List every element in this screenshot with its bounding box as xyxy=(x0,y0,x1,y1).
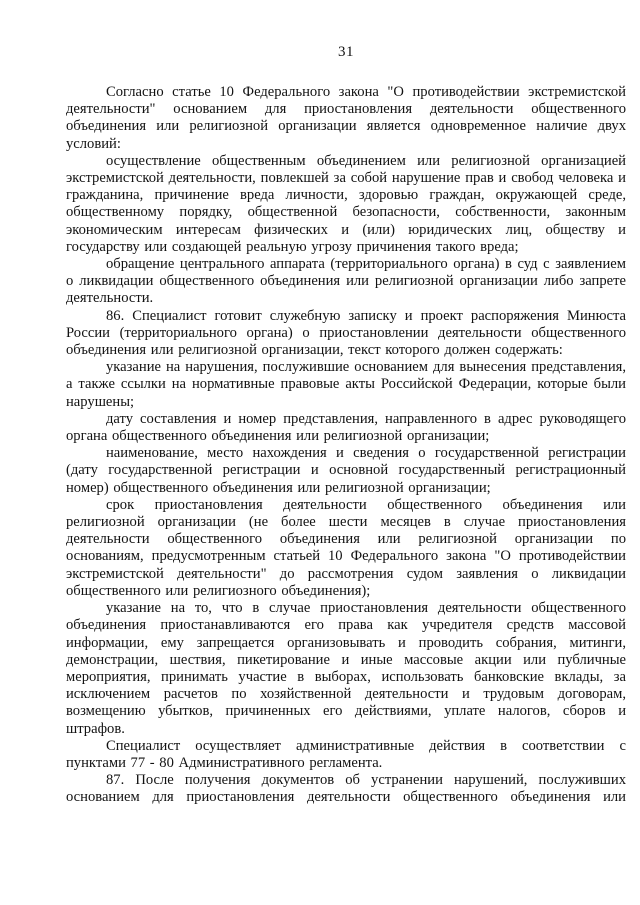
paragraph: наименование, место нахождения и сведения о государственной регистрации (дату государственной регистрации и основной государственный регистрационный номер) общественного объединения или религиозной организации; xyxy=(66,445,626,496)
page-number: 31 xyxy=(338,44,354,60)
document-body xyxy=(66,84,626,807)
paragraph: Специалист осуществляет административные действия в соответствии с пунктами 77 - 80 Административного регламента. xyxy=(66,737,626,771)
paragraph: обращение центрального аппарата (территориального органа) в суд с заявлением о ликвидации общественного объединения или религиозной организации либо запрете деятельности. xyxy=(66,256,626,307)
paragraph: Согласно статье 10 Федерального закона "О противодействии экстремистской деятельности" основанием для приостановления деятельности общественного объединения или религиозной организации является одновременное наличие двух условий: xyxy=(66,84,626,152)
paragraph: осуществление общественным объединением или религиозной организацией экстремистской деятельности, повлекшей за собой нарушение прав и свобод человека и гражданина, причинение вреда личности, здоровью граждан, окружающей среде, общественному порядку, общественной безопасности, собственности, законным экономическим интересам физических и (или) юридических лиц, обществу и государству или создающей реальную угрозу причинения такого вреда; xyxy=(66,152,626,255)
paragraph: срок приостановления деятельности общественного объединения или религиозной организации (не более шести месяцев в случае приостановления деятельности общественного объединения или религиозной организации по основаниям, предусмотренным статьей 10 Федерального закона "О противодействии экстремистской деятельности" до рассмотрения судом заявления о ликвидации общественного или религиозного объединения); xyxy=(66,496,626,599)
paragraph: дату составления и номер представления, направленного в адрес руководящего органа общественного объединения или религиозной организации; xyxy=(66,410,626,445)
paragraph: указание на то, что в случае приостановления деятельности общественного объединения приостанавливаются его права как учредителя средств массовой информации, ему запрещается организовывать и проводить собрания, митинги, демонстрации, шествия, пикетирование и иные массовые акции или публичные мероприятия, принимать участие в выборах, использовать банковские вклады, за исключением расчетов по хозяйственной деятельности и трудовым договорам, возмещению убытков, причиненных его действиями, уплате налогов, сборов и штрафов. xyxy=(66,600,626,737)
paragraph: указание на нарушения, послужившие основанием для вынесения представления, а также ссылки на нормативные правовые акты Российской Федерации, которые были нарушены; xyxy=(66,359,626,410)
paragraph: 86. Специалист готовит служебную записку и проект распоряжения Минюста России (территориального органа) о приостановлении деятельности общественного объединения или религиозной организации, текст которого должен содержать: xyxy=(66,307,626,359)
paragraph: 87. После получения документов об устранении нарушений, послуживших основанием для приостановления деятельности общественного объединения или xyxy=(66,772,626,806)
